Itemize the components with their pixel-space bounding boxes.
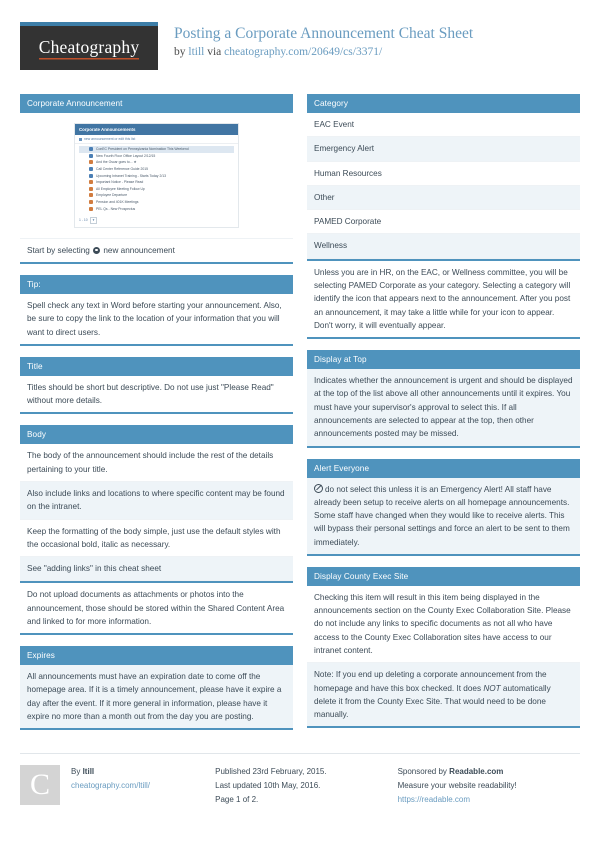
county-exec-row: Checking this item will result in this item being displayed in the announcements section on the County Exec Collaboration Site. Please do not include any links to specific documents as not all who have access to the County Exec Collaboration sites have access to our intranet content.: [307, 586, 580, 663]
list-item-label: And the Oscar goes to... ★: [96, 160, 137, 165]
screenshot-row: [20, 113, 293, 239]
expires-row: All announcements must have an expiration date to come off the homepage area. If it is a timely announcement, please have it expire a day after the event. If it more general in information, please have it expire no more than a month out from the day you are posting.: [20, 665, 293, 728]
list-item: [79, 166, 234, 173]
list-item: [79, 205, 234, 212]
logo-text: Cheatography: [39, 37, 140, 60]
byline-via: via: [207, 46, 222, 59]
content-columns: [20, 94, 580, 741]
start-text-before: Start by selecting: [27, 245, 90, 255]
list-item-label: Call Center Reference Guide 2015: [96, 167, 149, 172]
pager-range: 1 - 10: [79, 218, 88, 223]
prohibition-icon: [314, 484, 323, 493]
announcement-icon: [89, 200, 93, 204]
card-header-expires: Expires: [20, 646, 293, 665]
note-after: automatically delete it from the County Exec Site. That would need to be done manually.: [314, 683, 551, 720]
card-display-county-exec: [307, 567, 580, 729]
county-exec-note: [307, 663, 580, 726]
footer-author-text: [60, 765, 150, 807]
screenshot-sub-label: new announcement or edit this list: [84, 137, 136, 141]
list-item: [79, 159, 234, 166]
byline-prefix: by: [174, 46, 186, 59]
announcement-icon: [89, 160, 93, 164]
list-item-label: New Fourth Floor Office Layout 2/12/15: [96, 153, 156, 158]
list-item-label: All Employee Meeting Follow Up: [96, 186, 145, 191]
left-column: [20, 94, 293, 741]
footer-updated: Last updated 10th May, 2016.: [215, 781, 321, 791]
card-header-display-at-top: Display at Top: [307, 350, 580, 369]
footer-author-name: ltill: [82, 767, 95, 777]
list-item: [79, 192, 234, 199]
page-footer: [20, 753, 580, 807]
card-header-corporate-announcement: Corporate Announcement: [20, 94, 293, 113]
byline-author-link[interactable]: ltill: [188, 46, 205, 59]
list-item: [79, 199, 234, 206]
pager-dropdown-icon: ▾: [90, 217, 98, 224]
footer-sponsor-url[interactable]: https://readable.com: [397, 795, 471, 805]
category-note: Unless you are in HR, on the EAC, or Wellness committee, you will be selecting PAMED Corporate as your category. Selecting a category will identify the icon that appears next to the announcement. After you post an announcement, it may take a little while for your icon to appear. Don't worry, it will eventually appear.: [307, 259, 580, 337]
footer-publish-block: [215, 765, 397, 807]
footer-sponsor-prefix: Sponsored by: [397, 767, 447, 777]
new-announcement-icon: [93, 247, 100, 254]
byline: [174, 46, 473, 58]
category-option: EAC Event: [307, 113, 580, 137]
note-before: Note: If you end up deleting a corporate announcement from the homepage and have this box checked. It does: [314, 670, 547, 693]
list-item-label: PEL Qs - New Prospectus: [96, 206, 136, 211]
list-item: [79, 146, 234, 153]
screenshot-list: [75, 144, 238, 215]
footer-by-line: [71, 765, 150, 779]
announcement-icon: [89, 154, 93, 158]
card-header-display-county-exec: Display County Exec Site: [307, 567, 580, 586]
footer-sponsor-name: Readable.com: [449, 767, 504, 777]
announcement-icon: [89, 167, 93, 171]
cheatography-logo[interactable]: [20, 22, 158, 70]
card-header-title: Title: [20, 357, 293, 376]
card-header-alert-everyone: Alert Everyone: [307, 459, 580, 478]
footer-sponsor-tagline: Measure your website readability!: [397, 781, 517, 791]
body-footer-row: Do not upload documents as attachments or photos into the announcement, those should be stored within the Shared Content Area and linked to for more information.: [20, 581, 293, 633]
body-row: Also include links and locations to where specific content may be found on the intranet.: [20, 482, 293, 520]
list-item: [79, 153, 234, 160]
alert-everyone-text: do not select this unless it is an Emergency Alert! All staff have already been setup to receive alerts on all homepage announcements. Some staff have changed when they would like to receive alerts. This will bypass their personal settings and force an alert to be sent to them immediately.: [314, 484, 570, 547]
title-row: Titles should be short but descriptive. Do not use just "Please Read" without more details.: [20, 376, 293, 413]
list-item-label: Upcoming Intranet Training - Starts Today 2/13: [96, 173, 167, 178]
card-expires: [20, 646, 293, 730]
display-at-top-row: Indicates whether the announcement is urgent and should be displayed at the top of the list above all other announcements until it expires. You must have your supervisor's approval to select this. If all announcements are selected to appear at the top, then other announcements posted may be missed.: [307, 369, 580, 445]
embedded-screenshot: [74, 123, 239, 228]
screenshot-header: Corporate Announcements: [75, 124, 238, 135]
list-item-label: Pension and 401K Meetings: [96, 200, 139, 205]
alert-everyone-row: [307, 478, 580, 554]
title-block: [158, 22, 473, 58]
screenshot-subheader: [75, 135, 238, 144]
footer-author-block: [20, 765, 215, 807]
page-title: Posting a Corporate Announcement Cheat Sheet: [174, 25, 474, 42]
card-display-at-top: [307, 350, 580, 447]
list-item-label: Employee Departure: [96, 193, 128, 198]
announcement-icon: [89, 147, 93, 151]
body-row: The body of the announcement should include the rest of the details pertaining to your title.: [20, 444, 293, 482]
list-item: [79, 179, 234, 186]
card-header-body: Body: [20, 425, 293, 444]
start-text-after: new announcement: [103, 245, 175, 255]
announcement-icon: [89, 207, 93, 211]
list-item: [79, 186, 234, 193]
announcement-icon: [89, 193, 93, 197]
start-instruction-row: [20, 239, 293, 262]
card-header-tip: Tip:: [20, 275, 293, 294]
card-tip: [20, 275, 293, 346]
footer-sponsor-text: [398, 765, 517, 807]
footer-sponsor-line: [398, 765, 517, 779]
list-item-label: ConEC President on Pennsylvania Nomination This Weekend: [96, 147, 189, 152]
footer-page-number: Page 1 of 2.: [215, 795, 259, 805]
byline-url-link[interactable]: cheatography.com/20649/cs/3371/: [224, 46, 383, 59]
category-option: Emergency Alert: [307, 137, 580, 161]
body-row: Keep the formatting of the body simple, just use the default styles with the occasional bold, italic as necessary.: [20, 520, 293, 558]
card-corporate-announcement: [20, 94, 293, 264]
footer-sponsor-block: [398, 765, 580, 807]
category-option: PAMED Corporate: [307, 210, 580, 234]
card-body: [20, 425, 293, 635]
footer-publish-text: [215, 765, 326, 807]
card-category: [307, 94, 580, 339]
footer-published: Published 23rd February, 2015.: [215, 767, 327, 777]
footer-by-label: By: [71, 767, 81, 777]
new-item-icon: [79, 138, 82, 141]
category-option: Human Resources: [307, 162, 580, 186]
footer-author-url[interactable]: cheatography.com/ltill/: [71, 781, 150, 791]
announcement-icon: [89, 174, 93, 178]
page-header: [20, 0, 580, 80]
list-item: [79, 172, 234, 179]
body-row: See "adding links" in this cheat sheet: [20, 557, 293, 581]
note-italic: NOT: [483, 683, 501, 693]
announcement-icon: [89, 187, 93, 191]
category-option: Other: [307, 186, 580, 210]
right-column: [307, 94, 580, 741]
avatar: C: [20, 765, 60, 805]
card-alert-everyone: [307, 459, 580, 556]
card-header-category: Category: [307, 94, 580, 113]
screenshot-pager: [75, 215, 238, 227]
card-title: [20, 357, 293, 415]
category-option: Wellness: [307, 234, 580, 258]
tip-row: Spell check any text in Word before starting your announcement. Also, be sure to copy the link to the location of your information that you will want to direct users.: [20, 294, 293, 344]
list-item-label: Important Notice - Please Read: [96, 180, 144, 185]
announcement-icon: [89, 180, 93, 184]
